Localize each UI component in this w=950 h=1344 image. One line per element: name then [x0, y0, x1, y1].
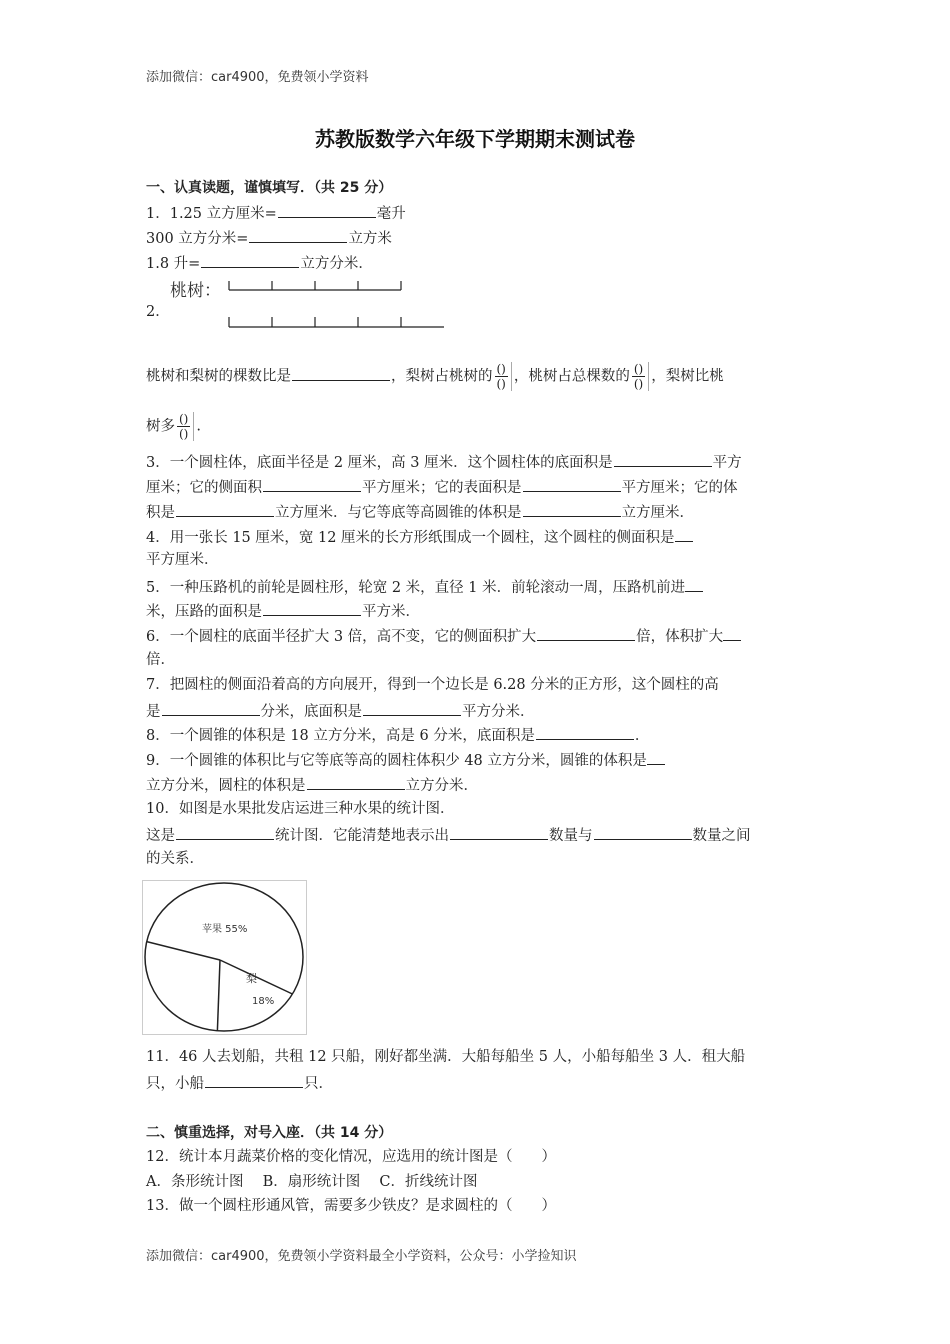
q8-text: ．	[634, 728, 650, 744]
pie-label-apple: 苹果 55%	[202, 924, 248, 935]
blank[interactable]	[647, 749, 665, 765]
q3-text: 3．一个圆柱体，底面半径是 2 厘米，高 3 厘米．这个圆柱体的底面积是	[146, 455, 613, 471]
frac-den: ()	[633, 377, 644, 391]
q13-stem: 13．做一个圆柱形通风管，需要多少铁皮？是求圆柱的（ ）	[146, 1198, 556, 1214]
q9-text: 9．一个圆锥的体积比与它等底等高的圆柱体积少 48 立方分米，圆锥的体积是	[146, 753, 647, 769]
fraction[interactable]	[177, 412, 194, 441]
q2-text2: ，梨树占桃树的	[391, 368, 493, 385]
section1-heading: 一、认真读题，谨慎填写．（共 25 分）	[146, 180, 393, 196]
q9-text: 立方分米．	[405, 778, 478, 794]
q10-line3: 的关系．	[146, 851, 204, 867]
footer-note: 添加微信：car4900，免费领小学资料最全小学资料，公众号：小学捡知识	[146, 1249, 577, 1264]
blank[interactable]	[685, 576, 703, 592]
page-title: 苏教版数学六年级下学期期末测试卷	[315, 127, 635, 151]
q12-options[interactable]: A．条形统计图 B．扇形统计图 C．折线统计图	[146, 1174, 478, 1190]
blank[interactable]	[162, 700, 260, 716]
tree-diagram	[166, 270, 446, 332]
q3-text: 平方厘米；它的表面积是	[362, 480, 522, 496]
blank[interactable]	[537, 625, 635, 641]
frac-num: ()	[633, 362, 644, 376]
q5-text: 米，压路的面积是	[146, 604, 262, 620]
fraction[interactable]	[632, 362, 649, 391]
q9-line2	[146, 774, 806, 796]
q3-line2	[146, 476, 806, 498]
q5-line1	[146, 576, 806, 598]
q3-text: 积是	[146, 505, 175, 521]
q6-line1	[146, 625, 806, 647]
q12-stem: 12．统计本月蔬菜价格的变化情况，应选用的统计图是（ ）	[146, 1149, 556, 1165]
blank[interactable]	[307, 774, 405, 790]
blank[interactable]	[614, 451, 712, 467]
blank[interactable]	[523, 501, 621, 517]
q11-text: 只，小船	[146, 1076, 204, 1092]
blank[interactable]	[201, 252, 299, 268]
frac-num: ()	[179, 412, 189, 426]
q7-text: 分米，底面积是	[260, 704, 362, 720]
q2-text6: .	[196, 418, 201, 435]
q3-line3	[146, 501, 806, 523]
blank[interactable]	[450, 824, 548, 840]
pie-outline	[145, 883, 303, 1031]
q7-text: 是	[146, 704, 161, 720]
blank[interactable]	[205, 1072, 303, 1088]
blank[interactable]	[176, 501, 274, 517]
q4-text: 4．用一张长 15 厘米，宽 12 厘米的长方形纸围成一个圆柱，这个圆柱的侧面积是	[146, 530, 675, 546]
pie-label-pear-percent: 18%	[252, 996, 275, 1007]
pie-slice-boundary	[217, 960, 220, 1031]
q1-b-post: 立方米	[348, 231, 392, 247]
header-note: 添加微信：car4900，免费领小学资料	[146, 70, 369, 85]
blank[interactable]	[263, 476, 361, 492]
q4-line2: 平方厘米．	[146, 552, 219, 568]
blank[interactable]	[723, 625, 741, 641]
q2-text5: 树多	[146, 418, 175, 435]
section2-heading: 二、慎重选择，对号入座．（共 14 分）	[146, 1125, 393, 1141]
q11-line1: 11．46 人去划船，共租 12 只船，刚好都坐满．大船每船坐 5 人，小船每船坐 3 人．租大船	[146, 1049, 746, 1065]
q7-line2	[146, 700, 806, 722]
q10-text: 统计图．它能清楚地表示出	[275, 828, 449, 844]
q3-text: 厘米；它的侧面积	[146, 480, 262, 496]
blank[interactable]	[278, 202, 376, 218]
q2-line1	[146, 362, 806, 391]
q3-text: 平方厘米；它的体	[621, 480, 738, 496]
q2-text4: ，梨树比桃	[651, 368, 724, 385]
q2-text1: 桃树和梨树的棵数比是	[146, 368, 291, 385]
fraction[interactable]	[495, 362, 512, 391]
q10-text: 数量与	[549, 828, 593, 844]
q1-a-post: 毫升	[376, 206, 406, 222]
frac-den: ()	[496, 377, 506, 391]
q1-a-pre: 1．1.25 立方厘米=	[146, 206, 277, 222]
q3-text: 立方厘米．与它等底等高圆锥的体积是	[275, 505, 522, 521]
q1-a	[146, 202, 806, 224]
q6-text: 倍，体积扩大	[636, 629, 724, 645]
q11-text: 只．	[304, 1076, 333, 1092]
q10-text: 数量之间	[692, 828, 751, 844]
blank[interactable]	[594, 824, 692, 840]
q5-text: 平方米．	[362, 604, 420, 620]
blank[interactable]	[536, 724, 634, 740]
q2-line2	[146, 412, 806, 441]
q10-line2	[146, 824, 806, 846]
pie-slice-boundary	[147, 942, 220, 960]
q6-text: 6．一个圆柱的底面半径扩大 3 倍，高不变，它的侧面积扩大	[146, 629, 537, 645]
blank[interactable]	[263, 600, 361, 616]
q1-b	[146, 227, 806, 249]
frac-den: ()	[179, 427, 189, 441]
q10-line1: 10．如图是水果批发店运进三种水果的统计图．	[146, 801, 455, 817]
q7-line1: 7．把圆柱的侧面沿着高的方向展开，得到一个边长是 6.28 分米的正方形，这个圆柱的高	[146, 677, 719, 693]
q7-text: 平方分米．	[462, 704, 535, 720]
chart-frame	[143, 881, 307, 1035]
q1-c-pre: 1.8 升=	[146, 256, 201, 272]
q3-text: 平方	[712, 455, 742, 471]
q10-text: 这是	[146, 828, 175, 844]
blank[interactable]	[675, 526, 693, 542]
blank[interactable]	[363, 700, 461, 716]
q2-num: 2．	[146, 304, 170, 320]
q5-text: 5．一种压路机的前轮是圆柱形，轮宽 2 米，直径 1 米．前轮滚动一周，压路机前进	[146, 580, 686, 596]
q3-line1	[146, 451, 806, 473]
q5-line2	[146, 600, 806, 622]
blank[interactable]	[176, 824, 274, 840]
q6-line2: 倍．	[146, 652, 175, 668]
tree-label: 桃树：	[170, 281, 221, 301]
q9-line1	[146, 749, 806, 771]
q8-line1	[146, 724, 806, 746]
q1-b-pre: 300 立方分米=	[146, 231, 249, 247]
q9-text: 立方分米，圆柱的体积是	[146, 778, 306, 794]
pie-label-pear-name: 梨	[246, 972, 257, 985]
q1-c-post: 立方分米．	[300, 256, 373, 272]
frac-num: ()	[496, 362, 506, 376]
blank[interactable]	[249, 227, 347, 243]
blank[interactable]	[523, 476, 621, 492]
blank[interactable]	[292, 365, 390, 381]
q8-text: 8．一个圆锥的体积是 18 立方分米，高是 6 分米，底面积是	[146, 728, 535, 744]
q2-text3: ，桃树占总棵数的	[513, 368, 630, 385]
q4-line1	[146, 526, 806, 548]
q11-line2	[146, 1072, 806, 1094]
pie-chart	[142, 880, 312, 1036]
q3-text: 立方厘米．	[621, 505, 694, 521]
